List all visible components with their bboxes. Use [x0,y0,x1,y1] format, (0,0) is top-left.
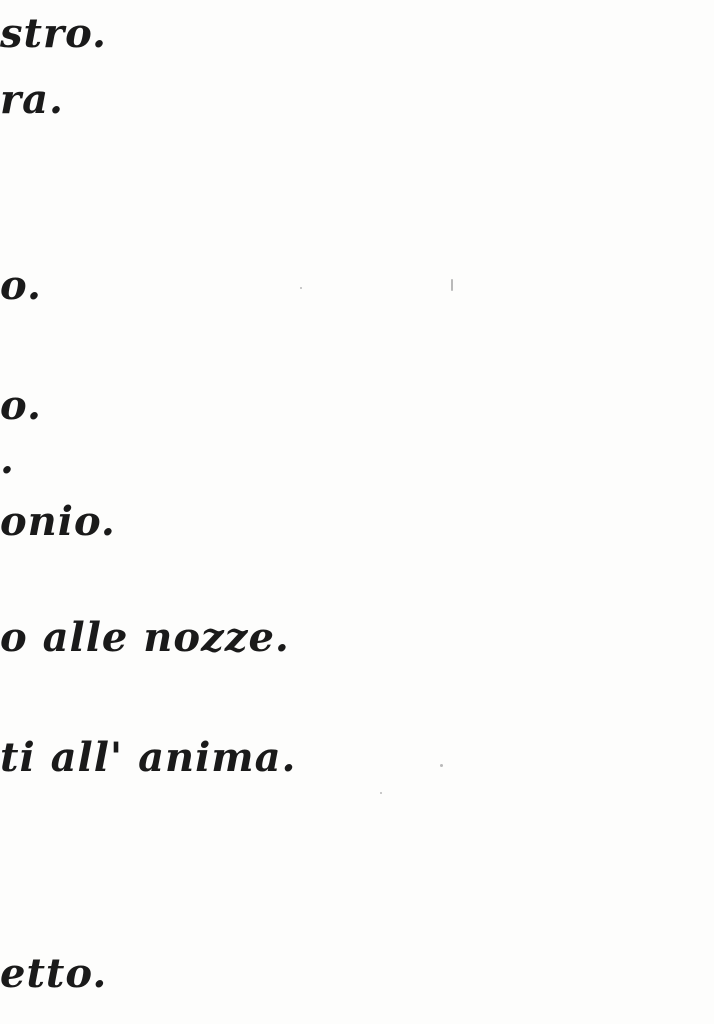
text-line: o. [0,382,42,429]
text-line: o. [0,262,42,309]
paper-speck [380,792,382,794]
text-line: o alle nozze. [0,614,290,661]
text-line: etto. [0,950,108,997]
text-line: onio. [0,498,116,545]
text-line: stro. [0,10,107,57]
text-line: ra. [0,76,64,123]
text-line: ti all' anima. [0,734,297,781]
paper-speck [300,287,302,289]
text-line: . [0,436,15,483]
paper-speck [451,279,453,291]
paper-speck [440,764,443,767]
